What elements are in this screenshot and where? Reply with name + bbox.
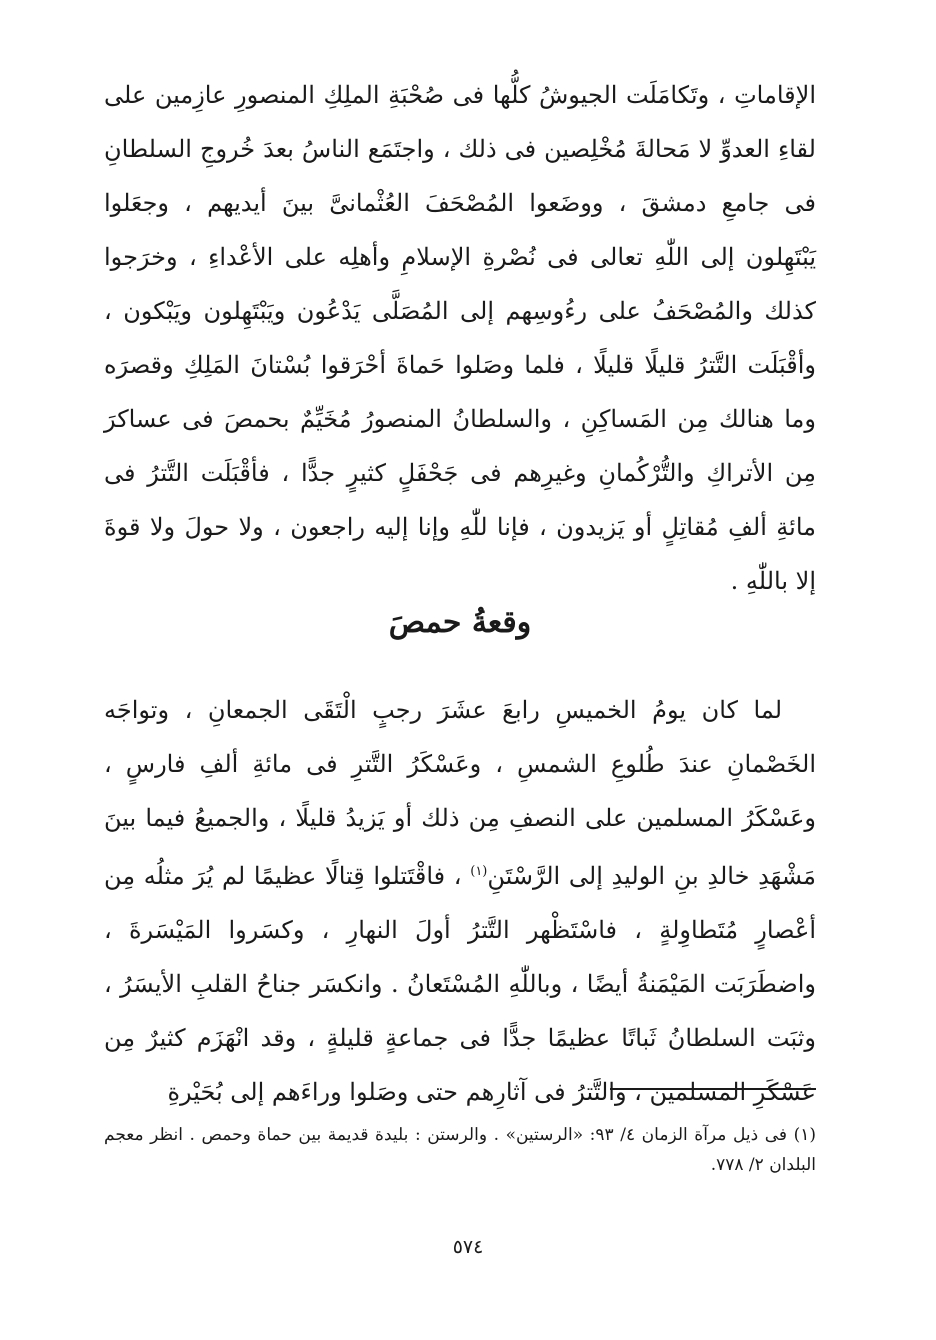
footnote-separator [610, 1088, 816, 1090]
paragraph-2-text-before-note: لما كان يومُ الخميسِ رابعَ عشَرَ رجبٍ الْتَقَى الجمعانِ ، وتواجَه الخَصْمانِ عندَ طُلوعِ الشمسِ ، وعَسْكَرُ التَّترِ فى مائةِ ألفِ فارسٍ ، وعَسْكَرُ المسلمين على النصفِ مِن ذلك أو يَزيدُ قليلًا ، والجميعُ فيما بينَ مَشْهَدِ خالدِ بنِ الوليدِ إلى الرَّسْتَنِ [104, 696, 816, 890]
paragraph-2-text-after-note: ، فاقْتَتلوا قِتالًا عظيمًا لم يُرَ مثلُه مِن أعْصارٍ مُتَطاوِلةٍ ، فاسْتَظْهر التَّترُ أولَ النهارِ ، وكسَروا المَيْسَرةَ ، واضطَرَبَت المَيْمَنةُ أيضًا ، وباللّٰهِ المُسْتَعانُ . وانكسَر جناحُ القلبِ الأيسَرُ ، وثبَت السلطانُ ثَباتًا عظيمًا جدًّا فى جماعةٍ قليلةٍ ، وقد انْهَزَم كثيرٌ مِن عَسْكَرِ المسلمين ، والتَّترُ فى آثارِهم حتى وصَلوا وراءَهم إلى بُحَيْرةِ [104, 862, 816, 1106]
footnote-text: (١) فى ذيل مرآة الزمان ٤/ ٩٣: «الرستين» . والرستن : بليدة قديمة بين حماة وحمص . انظر معجم البلدان ٢/ ٧٧٨. [104, 1125, 816, 1175]
body-paragraph-1: الإقاماتِ ، وتَكامَلَت الجيوشُ كلُّها فى صُحْبَةِ الملِكِ المنصورِ عازِمين على لقاءِ العدوِّ لا مَحالةَ مُخْلِصين فى ذلك ، واجتَمَع الناسُ بعدَ خُروجِ السلطانِ فى جامعِ دمشقَ ، ووضَعوا المُصْحَفَ العُثْمانىَّ بينَ أيديهم ، وجعَلوا يَبْتَهِلون إلى اللّٰهِ تعالى فى نُصْرةِ الإسلامِ وأهلِه على الأعْداءِ ، وخرَجوا كذلك والمُصْحَفُ على رءُوسِهم إلى المُصَلَّى يَدْعُون ويَبْتَهِلون ويَبْكون ، وأقْبَلَت التَّترُ قليلًا قليلًا ، فلما وصَلوا حَماةَ أحْرَقوا بُسْتانَ المَلِكِ وقصرَه وما هنالك مِن المَساكِنِ ، والسلطانُ المنصورُ مُخَيِّمٌ بحمصَ فى عساكرَ مِن الأتراكِ والتُّرْكُمانِ وغيرِهم فى جَحْفَلٍ كثيرٍ جدًّا ، فأقْبَلَت التَّترُ فى مائةِ ألفِ مُقاتِلٍ أو يَزيدون ، فإنا للّٰهِ وإنا إليه راجعون ، ولا حولَ ولا قوةَ إلا باللّٰهِ . [104, 81, 816, 595]
footnote-marker: (١) [470, 864, 488, 879]
body-paragraph-2 [104, 683, 816, 1119]
page-number: ٥٧٤ [452, 1236, 484, 1258]
section-heading: وقعةُ حمصَ [388, 605, 532, 640]
